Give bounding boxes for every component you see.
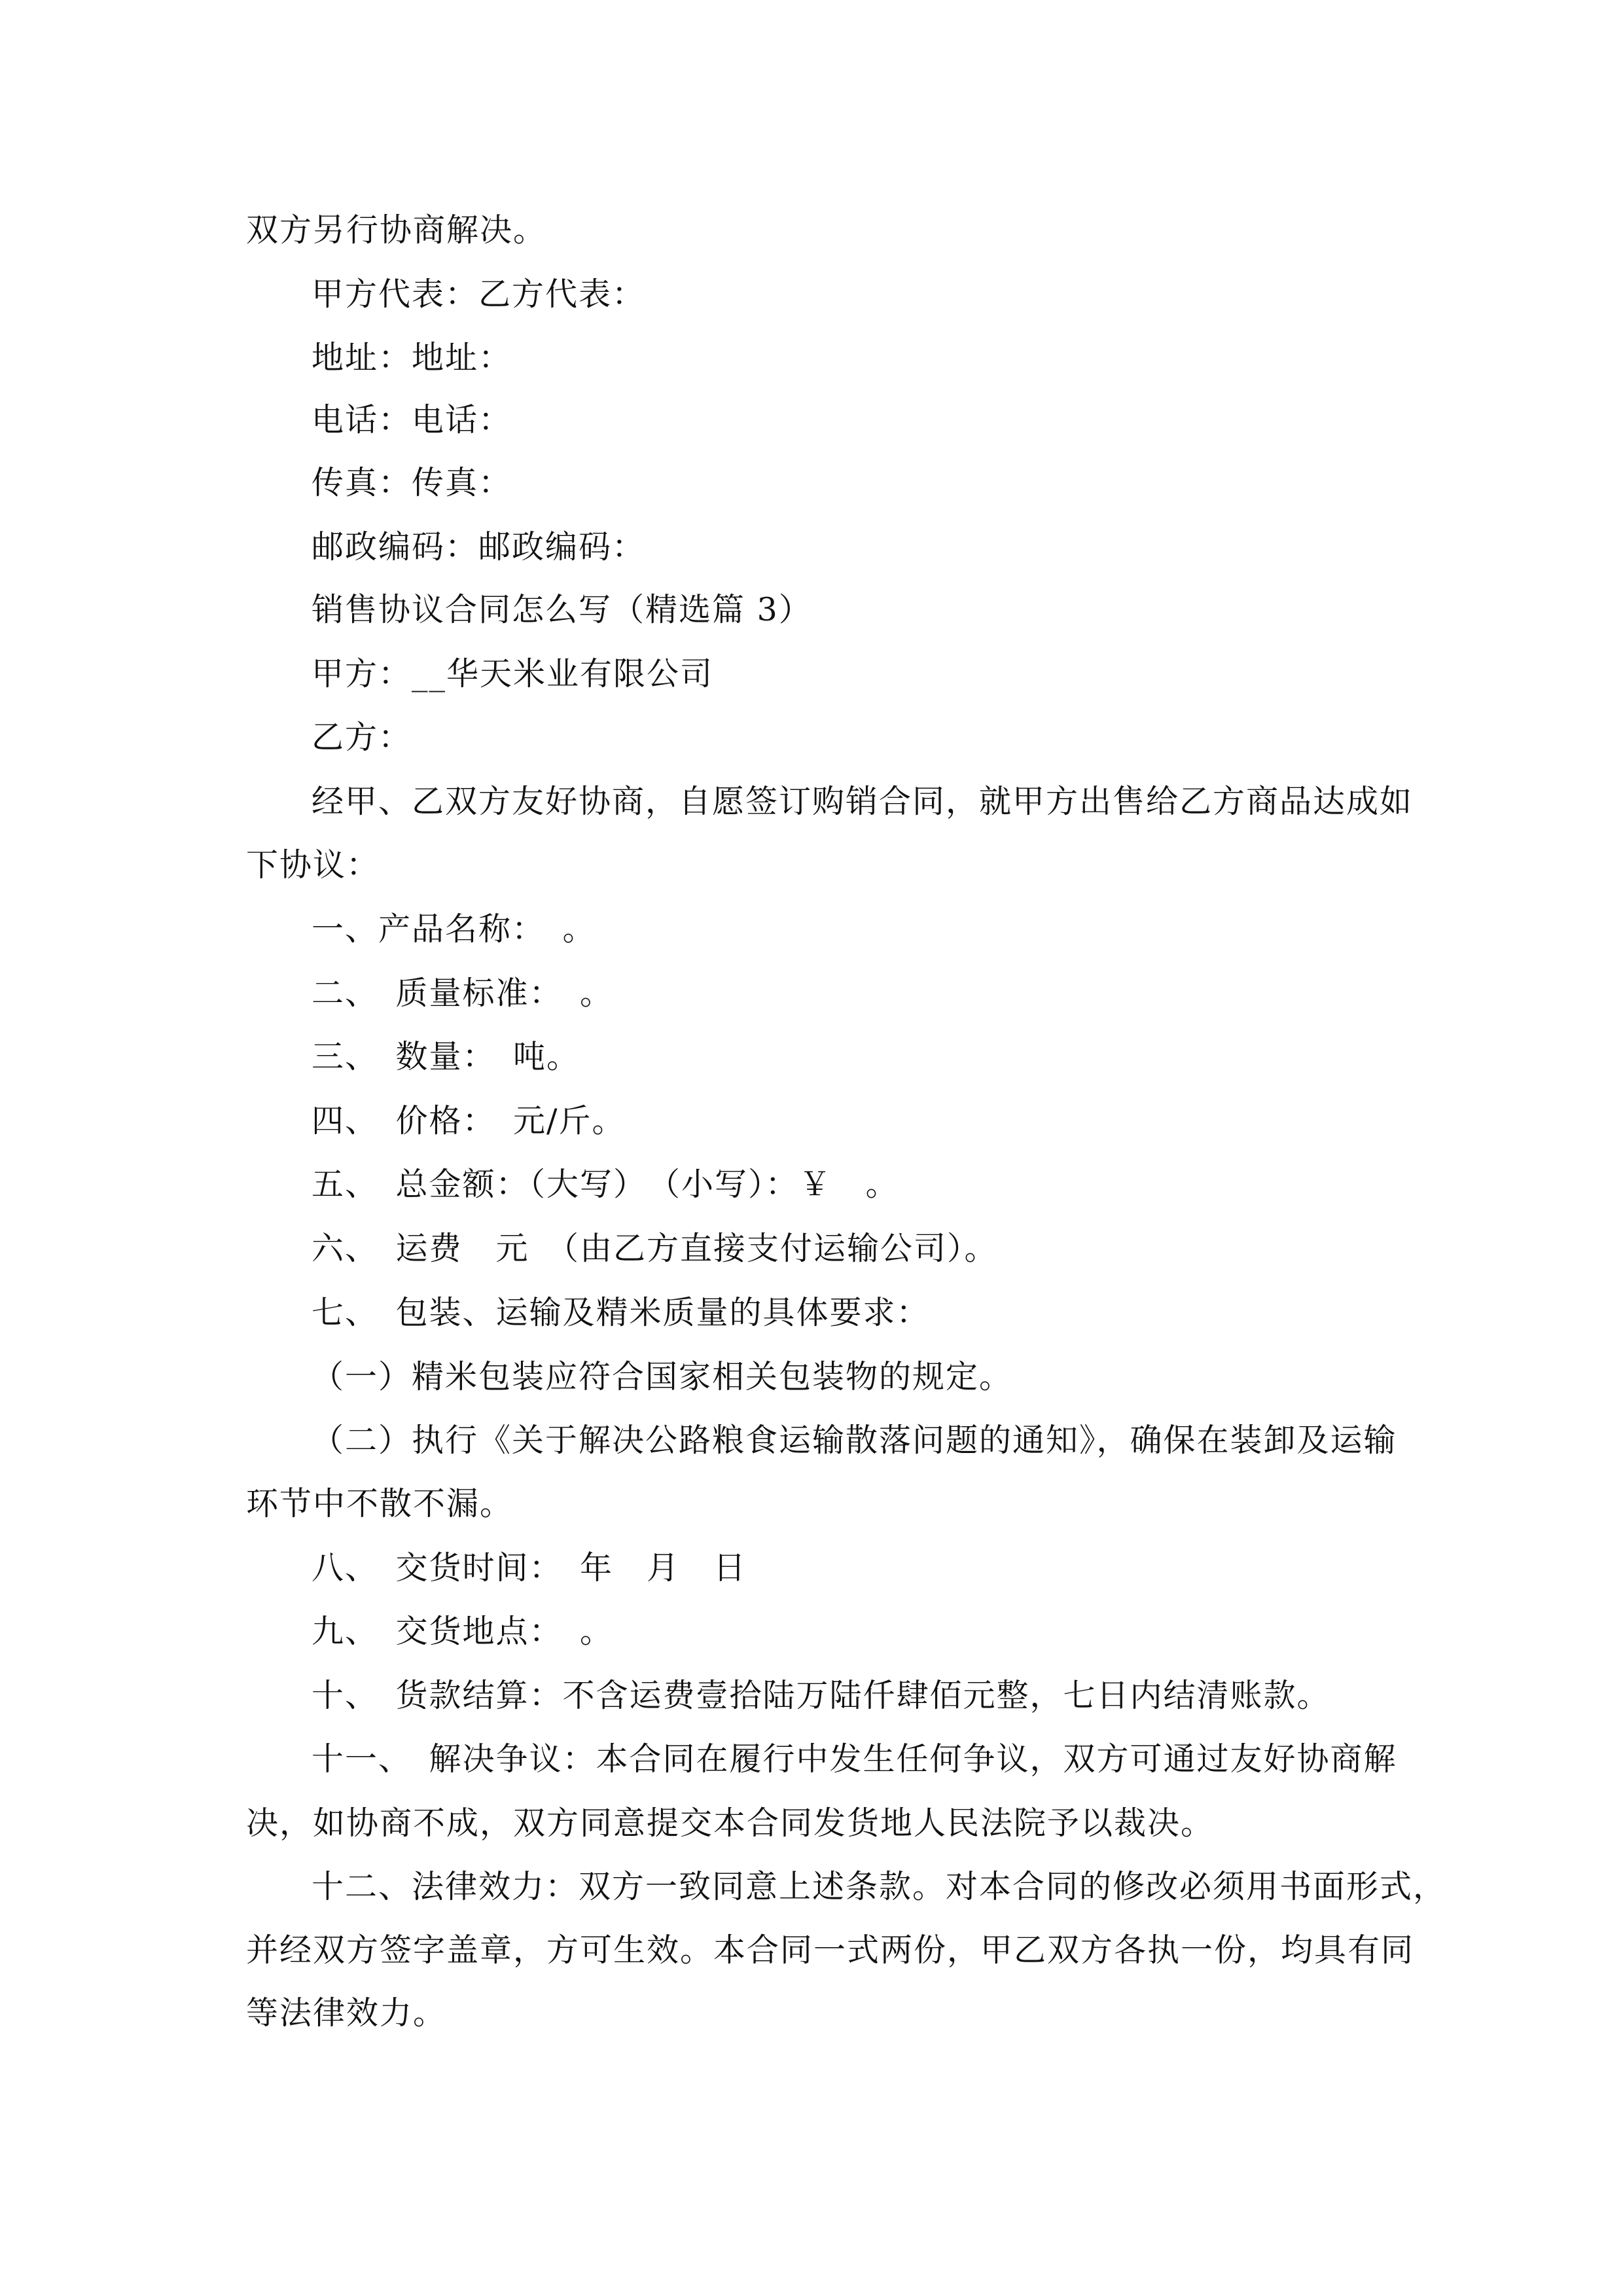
text-line: 决，如协商不成，双方同意提交本合同发货地人民法院予以裁决。 [246,1804,1215,1842]
text-line: 五、 总金额：（大写） （小写）：￥ 。 [312,1166,899,1203]
text-line: 九、 交货地点： 。 [312,1613,614,1650]
text-line: 甲方代表：乙方代表： [312,276,646,313]
text-line: 十、 货款结算：不含运费壹拾陆万陆仟肆佰元整，七日内结清账款。 [312,1677,1330,1714]
text-line: （一）精米包装应符合国家相关包装物的规定。 [312,1358,1013,1395]
text-line: 八、 交货时间： 年 月 日 [312,1549,747,1587]
text-line: 二、 质量标准： 。 [312,975,614,1012]
text-line: 地址：地址： [312,339,512,376]
text-line: 电话：电话： [312,401,512,439]
text-line: 传真：传真： [312,464,512,501]
text-line: 三、 数量： 吨。 [312,1038,580,1075]
text-line: 七、 包装、运输及精米质量的具体要求： [312,1294,930,1331]
text-line: 环节中不散不漏。 [246,1485,514,1522]
text-line: 下协议： [246,846,380,884]
section-title: 销售协议合同怎么写（精选篇 3） [312,591,812,628]
text-line: 甲方：__华天米业有限公司 [312,655,714,692]
text-line: 四、 价格： 元/斤。 [312,1102,626,1139]
text-line: 乙方： [312,719,412,756]
text-line: 等法律效力。 [246,1994,447,2032]
text-line: 邮政编码：邮政编码： [312,528,646,565]
text-line: 经甲、乙双方友好协商，自愿签订购销合同，就甲方出售给乙方商品达成如 [312,783,1414,820]
text-line: （二）执行《关于解决公路粮食运输散落问题的通知》，确保在装卸及运输 [312,1422,1397,1459]
text-line: 十二、法律效力：双方一致同意上述条款。对本合同的修改必须用书面形式， [312,1868,1447,1905]
text-line: 并经双方签字盖章，方可生效。本合同一式两份，甲乙双方各执一份，均具有同 [246,1931,1415,1969]
text-line: 十一、 解决争议：本合同在履行中发生任何争议，双方可通过友好协商解 [312,1740,1397,1778]
text-line: 双方另行协商解决。 [246,211,547,249]
text-line: 六、 运费 元 （由乙方直接支付运输公司）。 [312,1230,998,1267]
text-line: 一、产品名称： 。 [312,910,596,948]
